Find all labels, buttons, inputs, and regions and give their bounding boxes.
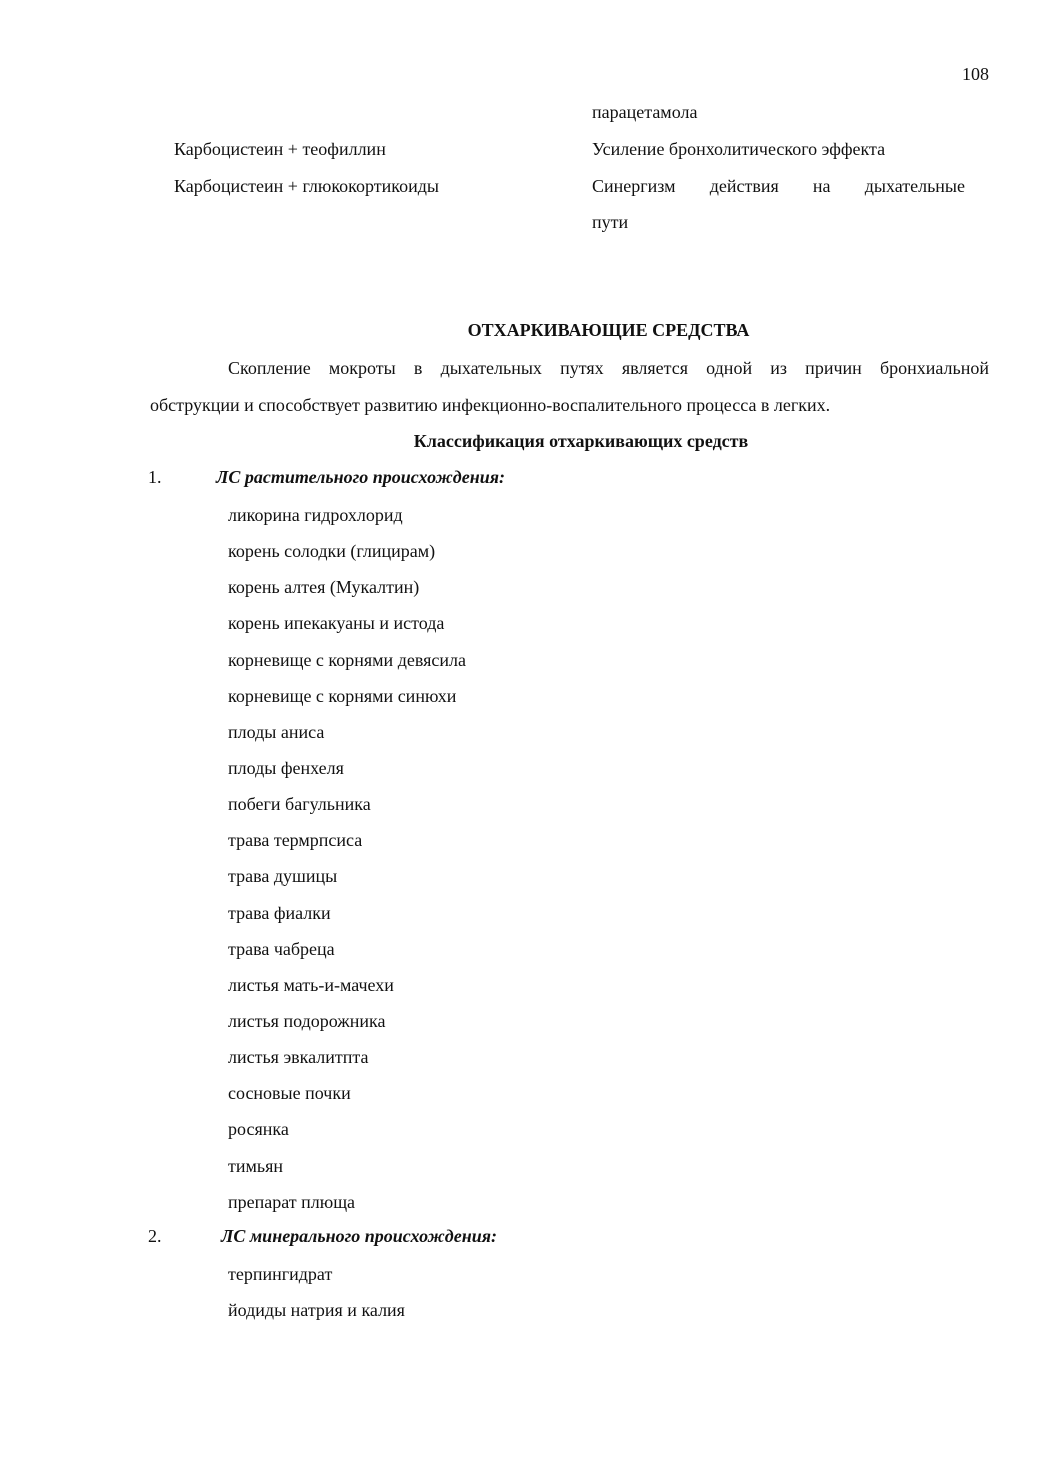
list-item: плоды аниса bbox=[228, 721, 325, 742]
list-item: препарат плюща bbox=[228, 1191, 356, 1212]
table-cell-right: Синергизм действия на дыхательные bbox=[592, 176, 965, 196]
table-cell-right: парацетамола bbox=[592, 102, 698, 122]
group-number: 2. bbox=[148, 1226, 162, 1246]
list-item: листья мать-и-мачехи bbox=[228, 974, 394, 995]
list-item: трава душицы bbox=[228, 866, 338, 887]
table-cell-left: Карбоцистеин + глюкокортикоиды bbox=[174, 176, 439, 196]
table-cell-right: Усиление бронхолитического эффекта bbox=[592, 139, 886, 159]
list-item: плоды фенхеля bbox=[228, 757, 344, 778]
list-item: корень солодки (глицирам) bbox=[228, 541, 436, 562]
page-number: 108 bbox=[962, 64, 989, 84]
list-item: листья эвкалитпта bbox=[228, 1047, 369, 1068]
drug-list bbox=[228, 1259, 405, 1331]
drug-list bbox=[228, 500, 466, 1223]
table-cell-left: Карбоцистеин + теофиллин bbox=[174, 139, 386, 159]
list-item: корневище с корнями девясила bbox=[228, 649, 466, 670]
group-number: 1. bbox=[148, 467, 162, 487]
list-item: росянка bbox=[228, 1119, 289, 1140]
list-item: побеги багульника bbox=[228, 794, 371, 815]
intro-paragraph-line: обструкции и способствует развитию инфекционно-воспалительного процесса в легких. bbox=[150, 395, 831, 415]
section-title: ОТХАРКИВАЮЩИЕ СРЕДСТВА bbox=[467, 320, 750, 340]
list-item: корневище с корнями синюхи bbox=[228, 685, 457, 706]
list-item: листья подорожника bbox=[228, 1010, 386, 1031]
list-item: трава чабреца bbox=[228, 938, 335, 959]
list-item: ликорина гидрохлорид bbox=[228, 505, 403, 525]
list-item: сосновые почки bbox=[228, 1083, 351, 1104]
list-item: тимьян bbox=[228, 1155, 284, 1176]
group-title: ЛС минерального происхождения: bbox=[221, 1226, 497, 1246]
intro-paragraph-line: Скопление мокроты в дыхательных путях является одной из причин бронхиальной bbox=[228, 358, 989, 378]
classification-title: Классификация отхаркивающих средств bbox=[413, 431, 749, 451]
list-item: корень ипекакуаны и истода bbox=[228, 613, 445, 634]
group-title: ЛС растительного происхождения: bbox=[216, 467, 505, 487]
list-item: терпингидрат bbox=[228, 1264, 333, 1284]
table-cell-right-continued: пути bbox=[592, 212, 629, 232]
list-item: корень алтея (Мукалтин) bbox=[228, 577, 420, 598]
list-item: йодиды натрия и калия bbox=[228, 1300, 405, 1321]
list-item: трава фиалки bbox=[228, 902, 331, 923]
list-item: трава термрпсиса bbox=[228, 830, 363, 851]
